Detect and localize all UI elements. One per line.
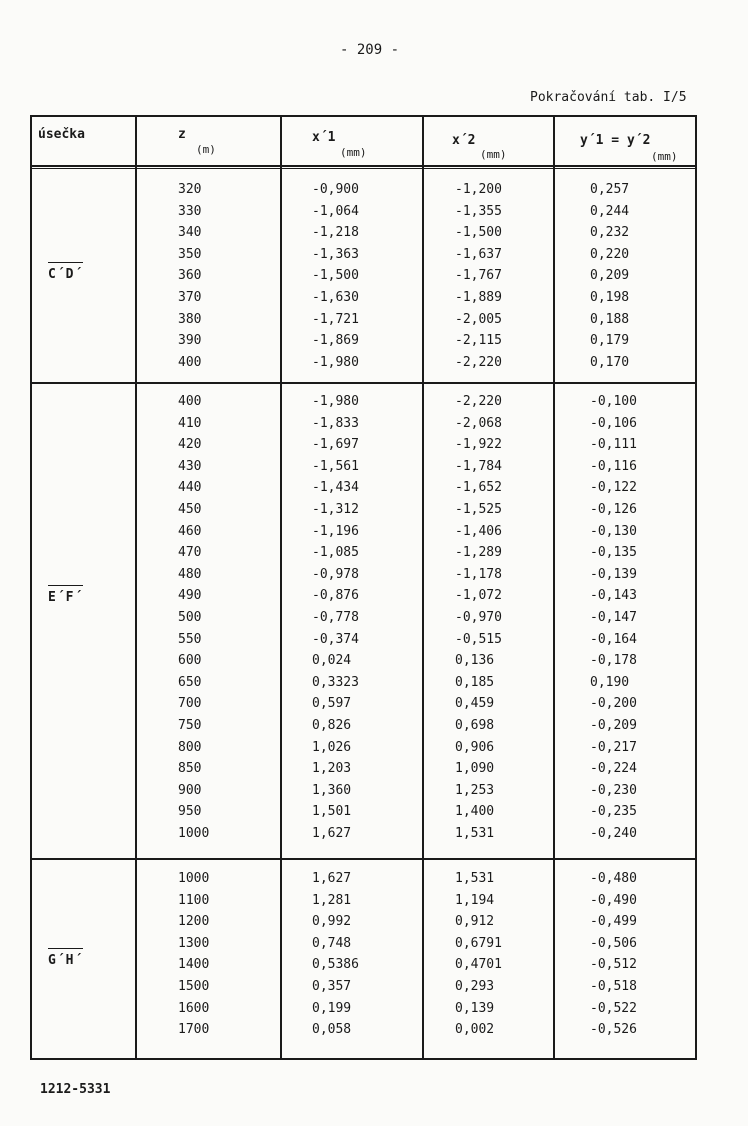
x1-cell: 1,203	[312, 761, 352, 777]
x2-cell: -1,289	[455, 545, 502, 561]
rows	[30, 394, 697, 847]
table-row	[30, 567, 697, 589]
z-cell: 340	[178, 225, 202, 241]
y-cell: -0,490	[590, 892, 637, 908]
x2-cell: 1,090	[455, 761, 495, 777]
y-cell: -0,230	[590, 782, 637, 798]
y-cell: -0,522	[590, 1000, 637, 1016]
y-cell: -0,130	[590, 523, 637, 539]
table-row	[30, 783, 697, 805]
header-z: z	[178, 127, 186, 142]
x2-cell: 1,531	[455, 871, 495, 886]
x1-cell: -1,218	[312, 225, 359, 241]
table-row	[30, 632, 697, 654]
x1-cell: 1,281	[312, 892, 352, 908]
header-x1: x΄1	[312, 130, 336, 145]
x2-cell: 0,293	[455, 978, 495, 994]
x1-cell: 0,3323	[312, 674, 359, 690]
segment-label: C΄D΄	[48, 267, 83, 282]
table-row	[30, 437, 697, 459]
rows	[30, 871, 697, 1044]
table-row	[30, 524, 697, 546]
z-cell: 430	[178, 458, 202, 474]
table-row	[30, 502, 697, 524]
y-cell: -0,106	[590, 415, 637, 431]
x1-cell: -1,630	[312, 289, 359, 305]
table-row	[30, 1001, 697, 1023]
z-cell: 1200	[178, 914, 210, 930]
x2-cell: -0,515	[455, 631, 502, 647]
z-cell: 1300	[178, 935, 210, 951]
z-cell: 410	[178, 415, 202, 431]
y-cell: -0,143	[590, 588, 637, 604]
z-cell: 470	[178, 545, 202, 561]
table-row	[30, 653, 697, 675]
header-z-unit: (m)	[196, 143, 216, 156]
y-cell: -0,512	[590, 957, 637, 973]
x2-cell: -1,767	[455, 268, 502, 284]
z-cell: 850	[178, 761, 202, 777]
z-cell: 440	[178, 480, 202, 496]
z-cell: 1000	[178, 825, 210, 841]
x1-cell: -1,561	[312, 458, 359, 474]
z-cell: 400	[178, 394, 202, 409]
y-cell: 0,188	[590, 311, 630, 327]
y-cell: -0,126	[590, 501, 637, 517]
z-cell: 370	[178, 289, 202, 305]
x2-cell: 0,698	[455, 717, 495, 733]
table-row	[30, 936, 697, 958]
table-row	[30, 394, 697, 416]
table-row	[30, 312, 697, 334]
header-x1-unit: (mm)	[340, 146, 367, 159]
x2-cell: -1,652	[455, 480, 502, 496]
x1-cell: 1,026	[312, 739, 352, 755]
header-y: y΄1 = y΄2	[580, 133, 651, 148]
table-row	[30, 247, 697, 269]
z-cell: 1500	[178, 978, 210, 994]
x1-cell: 0,199	[312, 1000, 352, 1016]
z-cell: 800	[178, 739, 202, 755]
z-cell: 1100	[178, 892, 210, 908]
x1-cell: -0,876	[312, 588, 359, 604]
table-row	[30, 893, 697, 915]
table-row	[30, 914, 697, 936]
x1-cell: -1,721	[312, 311, 359, 327]
table-row	[30, 871, 697, 893]
y-cell: -0,480	[590, 871, 637, 886]
table-row	[30, 416, 697, 438]
y-cell: -0,506	[590, 935, 637, 951]
x1-cell: -1,500	[312, 268, 359, 284]
x2-cell: -1,525	[455, 501, 502, 517]
x2-cell: 1,531	[455, 825, 495, 841]
x2-cell: 1,253	[455, 782, 495, 798]
z-cell: 500	[178, 609, 202, 625]
z-cell: 750	[178, 717, 202, 733]
table-row	[30, 355, 697, 377]
x2-cell: -2,220	[455, 394, 502, 409]
x2-cell: 0,6791	[455, 935, 502, 951]
z-cell: 480	[178, 566, 202, 582]
x1-cell: -1,363	[312, 246, 359, 262]
header-divider	[30, 168, 697, 169]
x1-cell: -1,833	[312, 415, 359, 431]
x1-cell: -1,064	[312, 203, 359, 219]
x1-cell: -1,697	[312, 437, 359, 453]
y-cell: -0,518	[590, 978, 637, 994]
y-cell: -0,235	[590, 804, 637, 820]
z-cell: 450	[178, 501, 202, 517]
z-cell: 490	[178, 588, 202, 604]
x2-cell: 0,136	[455, 653, 495, 669]
y-cell: 0,220	[590, 246, 630, 262]
z-cell: 1400	[178, 957, 210, 973]
x1-cell: 1,360	[312, 782, 352, 798]
table-row	[30, 740, 697, 762]
table-row	[30, 588, 697, 610]
z-cell: 330	[178, 203, 202, 219]
y-cell: -0,116	[590, 458, 637, 474]
x2-cell: -1,178	[455, 566, 502, 582]
table-row	[30, 225, 697, 247]
y-cell: -0,209	[590, 717, 637, 733]
table-row	[30, 333, 697, 355]
x1-cell: -1,196	[312, 523, 359, 539]
x2-cell: -1,200	[455, 182, 502, 197]
y-cell: 0,257	[590, 182, 630, 197]
x1-cell: 0,024	[312, 653, 352, 669]
x1-cell: 0,058	[312, 1022, 352, 1038]
z-cell: 650	[178, 674, 202, 690]
z-cell: 900	[178, 782, 202, 798]
z-cell: 360	[178, 268, 202, 284]
z-cell: 380	[178, 311, 202, 327]
x2-cell: -1,500	[455, 225, 502, 241]
x2-cell: 0,906	[455, 739, 495, 755]
x1-cell: 0,826	[312, 717, 352, 733]
table-row	[30, 545, 697, 567]
y-cell: 0,179	[590, 333, 630, 349]
y-cell: -0,100	[590, 394, 637, 409]
x2-cell: -1,637	[455, 246, 502, 262]
y-cell: 0,198	[590, 289, 630, 305]
rows	[30, 182, 697, 376]
y-cell: -0,217	[590, 739, 637, 755]
document-code: 1212-5331	[40, 1082, 111, 1097]
x1-cell: 1,501	[312, 804, 352, 820]
section-divider	[30, 382, 697, 384]
header-segment: úsečka	[38, 127, 85, 142]
segment-label: G΄H΄	[48, 953, 83, 968]
x1-cell: -1,434	[312, 480, 359, 496]
z-cell: 350	[178, 246, 202, 262]
header-y-unit: (mm)	[651, 150, 678, 163]
table-row	[30, 804, 697, 826]
table-continuation-caption: Pokračování tab. I/5	[530, 90, 687, 105]
x1-cell: -1,085	[312, 545, 359, 561]
y-cell: -0,224	[590, 761, 637, 777]
z-cell: 1700	[178, 1022, 210, 1038]
x1-cell: -1,980	[312, 394, 359, 409]
x2-cell: 0,4701	[455, 957, 502, 973]
z-cell: 1600	[178, 1000, 210, 1016]
x2-cell: -2,005	[455, 311, 502, 327]
y-cell: 0,209	[590, 268, 630, 284]
x2-cell: 0,459	[455, 696, 495, 712]
x2-cell: -2,068	[455, 415, 502, 431]
x1-cell: 0,597	[312, 696, 352, 712]
x2-cell: -1,355	[455, 203, 502, 219]
x2-cell: 1,194	[455, 892, 495, 908]
z-cell: 320	[178, 182, 202, 197]
page-number: - 209 -	[340, 42, 400, 58]
y-cell: 0,244	[590, 203, 630, 219]
z-cell: 390	[178, 333, 202, 349]
y-cell: -0,164	[590, 631, 637, 647]
x2-cell: 0,912	[455, 914, 495, 930]
table-row	[30, 957, 697, 979]
table-row	[30, 675, 697, 697]
z-cell: 700	[178, 696, 202, 712]
x2-cell: -2,220	[455, 354, 502, 370]
z-cell: 600	[178, 653, 202, 669]
table-row	[30, 696, 697, 718]
x2-cell: -1,922	[455, 437, 502, 453]
y-cell: 0,170	[590, 354, 630, 370]
header-x2: x΄2	[452, 133, 476, 148]
header-divider	[30, 165, 697, 167]
x2-cell: 1,400	[455, 804, 495, 820]
x2-cell: -0,970	[455, 609, 502, 625]
segment-label: E΄F΄	[48, 590, 83, 605]
table-row	[30, 761, 697, 783]
y-cell: -0,139	[590, 566, 637, 582]
z-cell: 550	[178, 631, 202, 647]
x1-cell: 1,627	[312, 871, 352, 886]
x2-cell: -1,889	[455, 289, 502, 305]
x1-cell: -0,374	[312, 631, 359, 647]
y-cell: -0,200	[590, 696, 637, 712]
x1-cell: -1,980	[312, 354, 359, 370]
table-row	[30, 204, 697, 226]
z-cell: 1000	[178, 871, 210, 886]
x2-cell: -2,115	[455, 333, 502, 349]
x1-cell: 0,992	[312, 914, 352, 930]
z-cell: 420	[178, 437, 202, 453]
x1-cell: 0,748	[312, 935, 352, 951]
y-cell: 0,232	[590, 225, 630, 241]
table-row	[30, 610, 697, 632]
x2-cell: -1,406	[455, 523, 502, 539]
y-cell: -0,147	[590, 609, 637, 625]
z-cell: 950	[178, 804, 202, 820]
x1-cell: -0,778	[312, 609, 359, 625]
y-cell: -0,135	[590, 545, 637, 561]
x2-cell: -1,072	[455, 588, 502, 604]
x1-cell: 0,5386	[312, 957, 359, 973]
table-row	[30, 979, 697, 1001]
y-cell: 0,190	[590, 674, 630, 690]
x1-cell: -1,869	[312, 333, 359, 349]
z-cell: 460	[178, 523, 202, 539]
y-cell: -0,178	[590, 653, 637, 669]
table-row	[30, 268, 697, 290]
table-row	[30, 1022, 697, 1044]
x1-cell: -0,900	[312, 182, 359, 197]
table-row	[30, 182, 697, 204]
y-cell: -0,111	[590, 437, 637, 453]
header-x2-unit: (mm)	[480, 148, 507, 161]
table-row	[30, 718, 697, 740]
z-cell: 400	[178, 354, 202, 370]
x1-cell: 1,627	[312, 825, 352, 841]
y-cell: -0,526	[590, 1022, 637, 1038]
table-row	[30, 459, 697, 481]
x2-cell: 0,185	[455, 674, 495, 690]
table-row	[30, 480, 697, 502]
x1-cell: 0,357	[312, 978, 352, 994]
x2-cell: -1,784	[455, 458, 502, 474]
y-cell: -0,499	[590, 914, 637, 930]
y-cell: -0,122	[590, 480, 637, 496]
table-row	[30, 290, 697, 312]
x1-cell: -0,978	[312, 566, 359, 582]
x2-cell: 0,002	[455, 1022, 495, 1038]
y-cell: -0,240	[590, 825, 637, 841]
section-divider	[30, 858, 697, 860]
x1-cell: -1,312	[312, 501, 359, 517]
table-row	[30, 826, 697, 848]
x2-cell: 0,139	[455, 1000, 495, 1016]
